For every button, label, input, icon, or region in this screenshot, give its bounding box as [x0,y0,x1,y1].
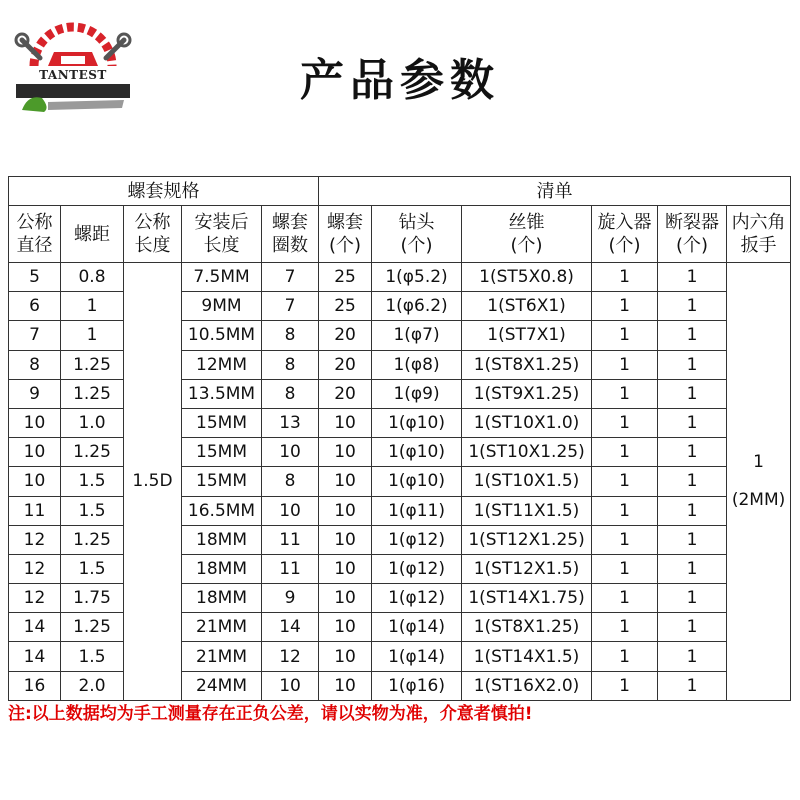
installed-length-cell: 10.5MM [182,321,262,350]
breaker-cell: 1 [658,438,727,467]
inserter-cell: 1 [592,292,658,321]
column-header [592,206,658,263]
coil-count-cell: 11 [262,525,319,554]
drill-cell: 1(φ16) [372,671,462,700]
column-header [262,206,319,263]
drill-cell: 1(φ10) [372,408,462,437]
column-header-line: 螺距 [74,223,110,245]
installed-length-cell: 24MM [182,671,262,700]
column-header-line: 内六角 [731,212,786,233]
pitch-cell: 1.25 [61,525,124,554]
insert-count-cell: 10 [319,554,372,583]
wrench-size: (2MM) [731,490,786,511]
column-header-line: 公称 [134,212,171,233]
diameter-cell: 10 [9,408,61,437]
insert-count-cell: 10 [319,671,372,700]
column-header-line: 公称 [16,212,53,233]
diameter-cell: 12 [9,525,61,554]
tap-cell: 1(ST8X1.25) [462,350,592,379]
inserter-cell: 1 [592,496,658,525]
drill-cell: 1(φ5.2) [372,263,462,292]
column-header-line: 断裂器 [665,212,720,233]
breaker-cell: 1 [658,554,727,583]
diameter-cell: 14 [9,613,61,642]
column-header-line: 圈数 [272,235,309,256]
insert-count-cell: 10 [319,613,372,642]
breaker-cell: 1 [658,525,727,554]
drill-cell: 1(φ8) [372,350,462,379]
inserter-cell: 1 [592,554,658,583]
insert-count-cell: 10 [319,525,372,554]
breaker-cell: 1 [658,292,727,321]
coil-count-cell: 7 [262,292,319,321]
column-header [727,206,791,263]
pitch-cell: 1 [61,292,124,321]
column-header-line: 螺套 [272,212,309,233]
drill-cell: 1(φ14) [372,642,462,671]
breaker-cell: 1 [658,613,727,642]
inserter-cell: 1 [592,467,658,496]
tap-cell: 1(ST8X1.25) [462,613,592,642]
coil-count-cell: 9 [262,584,319,613]
installed-length-cell: 15MM [182,438,262,467]
breaker-cell: 1 [658,584,727,613]
drill-cell: 1(φ10) [372,467,462,496]
inserter-cell: 1 [592,642,658,671]
pitch-cell: 0.8 [61,263,124,292]
diameter-cell: 12 [9,554,61,583]
diameter-cell: 6 [9,292,61,321]
spec-table [8,176,791,701]
inserter-cell: 1 [592,263,658,292]
coil-count-cell: 8 [262,321,319,350]
diameter-cell: 9 [9,379,61,408]
insert-count-cell: 25 [319,292,372,321]
pitch-cell: 1.0 [61,408,124,437]
wrench-cell [727,263,791,701]
drill-cell: 1(φ7) [372,321,462,350]
group-header-row [9,177,791,206]
breaker-cell: 1 [658,671,727,700]
pitch-cell: 1.5 [61,642,124,671]
pitch-cell: 1.75 [61,584,124,613]
diameter-cell: 10 [9,438,61,467]
column-header-line: (个) [510,235,543,256]
installed-length-cell: 12MM [182,350,262,379]
pitch-cell: 1.25 [61,613,124,642]
inserter-cell: 1 [592,584,658,613]
tap-cell: 1(ST12X1.5) [462,554,592,583]
coil-count-cell: 8 [262,350,319,379]
insert-count-cell: 10 [319,496,372,525]
inserter-cell: 1 [592,525,658,554]
tap-cell: 1(ST14X1.75) [462,584,592,613]
tap-cell: 1(ST10X1.5) [462,467,592,496]
insert-count-cell: 20 [319,321,372,350]
wrench-count: 1 [753,452,764,473]
diameter-cell: 5 [9,263,61,292]
breaker-cell: 1 [658,408,727,437]
column-header-line: (个) [400,235,433,256]
tap-cell: 1(ST14X1.5) [462,642,592,671]
installed-length-cell: 18MM [182,554,262,583]
column-header-line: 直径 [16,235,53,256]
column-header-line: (个) [608,235,641,256]
column-header-line: 旋入器 [597,212,652,233]
inserter-cell: 1 [592,321,658,350]
coil-count-cell: 12 [262,642,319,671]
column-header-row [9,206,791,263]
column-header [124,206,182,263]
pitch-cell: 1.5 [61,467,124,496]
column-header-line: 长度 [203,235,240,256]
column-header-line: (个) [329,235,362,256]
insert-count-cell: 10 [319,438,372,467]
tap-cell: 1(ST10X1.25) [462,438,592,467]
diameter-cell: 10 [9,467,61,496]
installed-length-cell: 21MM [182,613,262,642]
pitch-cell: 1.25 [61,438,124,467]
installed-length-cell: 15MM [182,467,262,496]
inserter-cell: 1 [592,671,658,700]
column-header-line: 安装后 [194,212,249,233]
column-header [462,206,592,263]
pitch-cell: 1.5 [61,554,124,583]
insert-count-cell: 20 [319,350,372,379]
installed-length-cell: 7.5MM [182,263,262,292]
installed-length-cell: 9MM [182,292,262,321]
tap-cell: 1(ST9X1.25) [462,379,592,408]
drill-cell: 1(φ12) [372,584,462,613]
installed-length-cell: 18MM [182,525,262,554]
column-header-line: 螺套 [327,212,364,233]
installed-length-cell: 13.5MM [182,379,262,408]
breaker-cell: 1 [658,379,727,408]
insert-count-cell: 20 [319,379,372,408]
inserter-cell: 1 [592,613,658,642]
pitch-cell: 1 [61,321,124,350]
coil-count-cell: 11 [262,554,319,583]
nominal-length-cell: 1.5D [124,263,182,701]
logo-text: TANTEST [39,68,107,82]
column-header-line: (个) [676,235,709,256]
breaker-cell: 1 [658,321,727,350]
diameter-cell: 7 [9,321,61,350]
column-header-line: 长度 [134,235,171,256]
column-header-line: 扳手 [740,235,777,256]
coil-count-cell: 7 [262,263,319,292]
spec-table-body [9,263,791,701]
inserter-cell: 1 [592,379,658,408]
insert-count-cell: 25 [319,263,372,292]
coil-count-cell: 13 [262,408,319,437]
column-header [372,206,462,263]
tap-cell: 1(ST11X1.5) [462,496,592,525]
diameter-cell: 11 [9,496,61,525]
insert-count-cell: 10 [319,584,372,613]
breaker-cell: 1 [658,350,727,379]
coil-count-cell: 10 [262,438,319,467]
group-header-list: 清单 [319,177,791,206]
coil-count-cell: 8 [262,379,319,408]
pitch-cell: 1.25 [61,379,124,408]
insert-count-cell: 10 [319,467,372,496]
drill-cell: 1(φ9) [372,379,462,408]
installed-length-cell: 16.5MM [182,496,262,525]
insert-count-cell: 10 [319,408,372,437]
installed-length-cell: 15MM [182,408,262,437]
insert-count-cell: 10 [319,642,372,671]
tap-cell: 1(ST6X1) [462,292,592,321]
coil-count-cell: 10 [262,671,319,700]
breaker-cell: 1 [658,642,727,671]
pitch-cell: 1.25 [61,350,124,379]
column-header-line: 丝锥 [508,212,545,233]
drill-cell: 1(φ11) [372,496,462,525]
diameter-cell: 12 [9,584,61,613]
coil-count-cell: 14 [262,613,319,642]
column-header [319,206,372,263]
diameter-cell: 16 [9,671,61,700]
tap-cell: 1(ST12X1.25) [462,525,592,554]
diameter-cell: 8 [9,350,61,379]
tap-cell: 1(ST16X2.0) [462,671,592,700]
table-row [9,263,791,292]
disclaimer-note: 注:以上数据均为手工测量存在正负公差，请以实物为准，介意者慎拍! [8,704,533,724]
coil-count-cell: 8 [262,467,319,496]
drill-cell: 1(φ10) [372,438,462,467]
page-title: 产品参数 [300,55,500,106]
group-header-spec: 螺套规格 [9,177,319,206]
pitch-cell: 1.5 [61,496,124,525]
drill-cell: 1(φ6.2) [372,292,462,321]
tap-cell: 1(ST5X0.8) [462,263,592,292]
column-header [9,206,61,263]
breaker-cell: 1 [658,467,727,496]
drill-cell: 1(φ12) [372,554,462,583]
inserter-cell: 1 [592,438,658,467]
column-header [182,206,262,263]
pitch-cell: 2.0 [61,671,124,700]
installed-length-cell: 18MM [182,584,262,613]
column-header-line: 钻头 [398,212,435,233]
breaker-cell: 1 [658,496,727,525]
installed-length-cell: 21MM [182,642,262,671]
inserter-cell: 1 [592,408,658,437]
drill-cell: 1(φ12) [372,525,462,554]
column-header [61,206,124,263]
inserter-cell: 1 [592,350,658,379]
breaker-cell: 1 [658,263,727,292]
tap-cell: 1(ST10X1.0) [462,408,592,437]
coil-count-cell: 10 [262,496,319,525]
drill-cell: 1(φ14) [372,613,462,642]
column-header [658,206,727,263]
tap-cell: 1(ST7X1) [462,321,592,350]
diameter-cell: 14 [9,642,61,671]
